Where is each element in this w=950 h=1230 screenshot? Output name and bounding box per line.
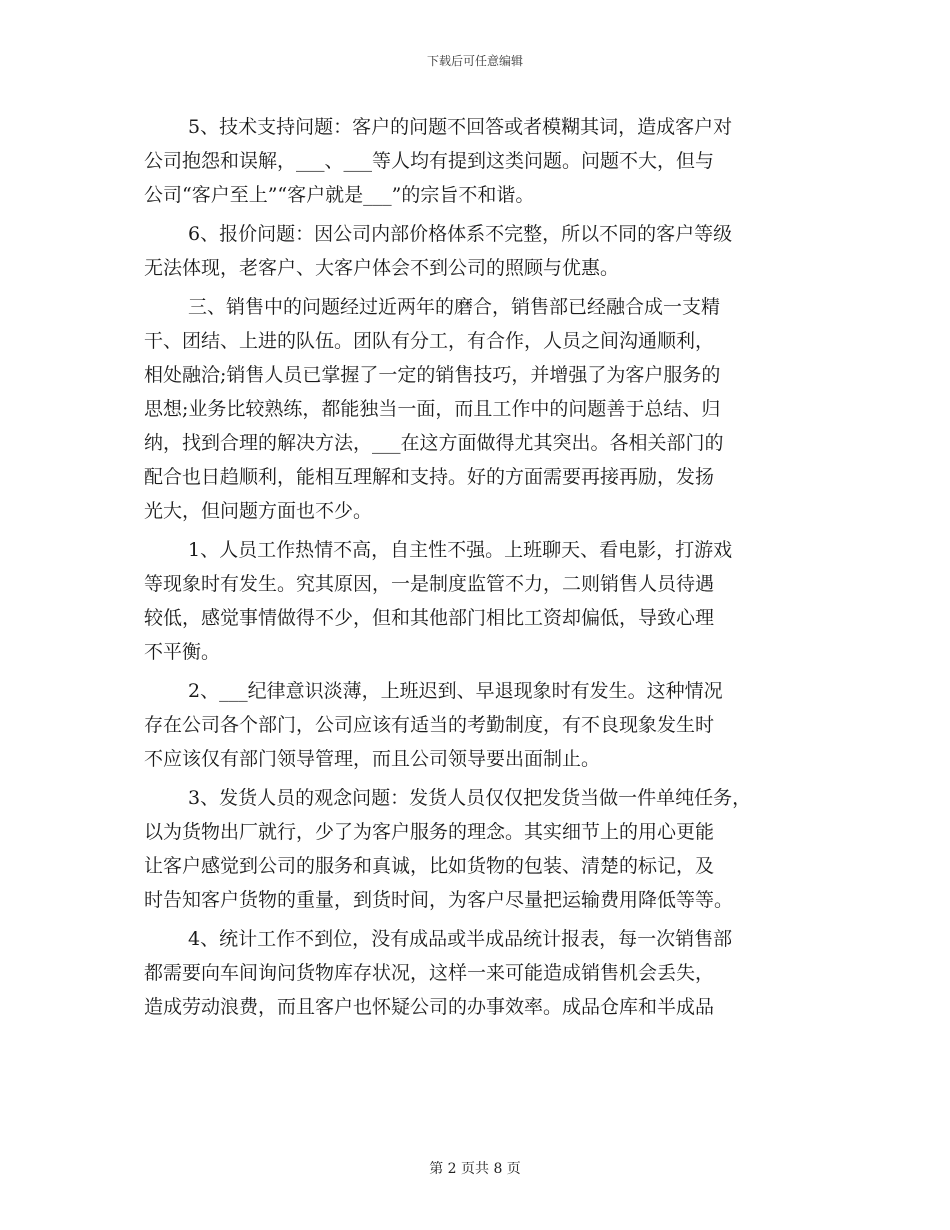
text-line: 时告知客户货物的重量，到货时间，为客户尽量把运输费用降低等等。 — [144, 889, 734, 911]
text-line: 1、人员工作热情不高，自主性不强。上班聊天、看电影，打游戏 — [188, 539, 733, 561]
text-line: 干、团结、上进的队伍。团队有分工，有合作，人员之间沟通顺利， — [144, 330, 715, 352]
text-line: 公司“客户至上”“客户就是___”的宗旨不和谐。 — [144, 184, 535, 206]
text-line: 5、技术支持问题：客户的问题不回答或者模糊其词，造成客户对 — [188, 116, 733, 138]
text-line: 不平衡。 — [144, 641, 221, 663]
document-body — [144, 110, 816, 1024]
text-line: 光大，但问题方面也不少。 — [144, 500, 373, 522]
paragraph — [144, 781, 816, 917]
text-line: 纳，找到合理的解决方法，___在这方面做得尤其突出。各相关部门的 — [144, 432, 724, 454]
text-line: 等现象时有发生。究其原因，一是制度监管不力，二则销售人员待遇 — [144, 573, 715, 595]
text-line: 以为货物出厂就行，少了为客户服务的理念。其实细节上的用心更能 — [144, 821, 715, 843]
text-line: 2、___纪律意识淡薄，上班迟到、早退现象时有发生。这种情况 — [188, 680, 723, 702]
paragraph — [144, 110, 816, 212]
text-line: 相处融洽;销售人员已掌握了一定的销售技巧，并增强了为客户服务的 — [144, 364, 721, 386]
text-line: 4、统计工作不到位，没有成品或半成品统计报表，每一次销售部 — [188, 928, 733, 950]
text-line: 三、销售中的问题经过近两年的磨合，销售部已经融合成一支精 — [188, 296, 721, 318]
text-line: 公司抱怨和误解，___、___等人均有提到这类问题。问题不大，但与 — [144, 150, 715, 172]
text-line: 无法体现，老客户、大客户体会不到公司的照顾与优惠。 — [144, 257, 620, 279]
paragraph — [144, 533, 816, 669]
text-line: 都需要向车间询问货物库存状况，这样一来可能造成销售机会丢失， — [144, 962, 715, 984]
page-footer: 第 2 页共 8 页 — [429, 1161, 521, 1177]
text-line: 6、报价问题：因公司内部价格体系不完整，所以不同的客户等级 — [188, 223, 733, 245]
paragraph — [144, 922, 816, 1024]
text-line: 较低，感觉事情做得不少，但和其他部门相比工资却偏低，导致心理 — [144, 607, 715, 629]
text-line: 3、发货人员的观念问题：发货人员仅仅把发货当做一件单纯任务， — [188, 787, 752, 809]
paragraph — [144, 290, 816, 528]
text-line: 思想;业务比较熟练，都能独当一面，而且工作中的问题善于总结、归 — [144, 398, 721, 420]
page-header: 下载后可任意编辑 — [426, 54, 523, 68]
text-line: 让客户感觉到公司的服务和真诚，比如货物的包装、清楚的标记，及 — [144, 855, 715, 877]
text-line: 配合也日趋顺利，能相互理解和支持。好的方面需要再接再励，发扬 — [144, 466, 715, 488]
text-line: 造成劳动浪费，而且客户也怀疑公司的办事效率。成品仓库和半成品 — [144, 996, 715, 1018]
paragraph — [144, 674, 816, 776]
text-line: 不应该仅有部门领导管理，而且公司领导要出面制止。 — [144, 748, 601, 770]
paragraph — [144, 217, 816, 285]
text-line: 存在公司各个部门，公司应该有适当的考勤制度，有不良现象发生时 — [144, 714, 715, 736]
